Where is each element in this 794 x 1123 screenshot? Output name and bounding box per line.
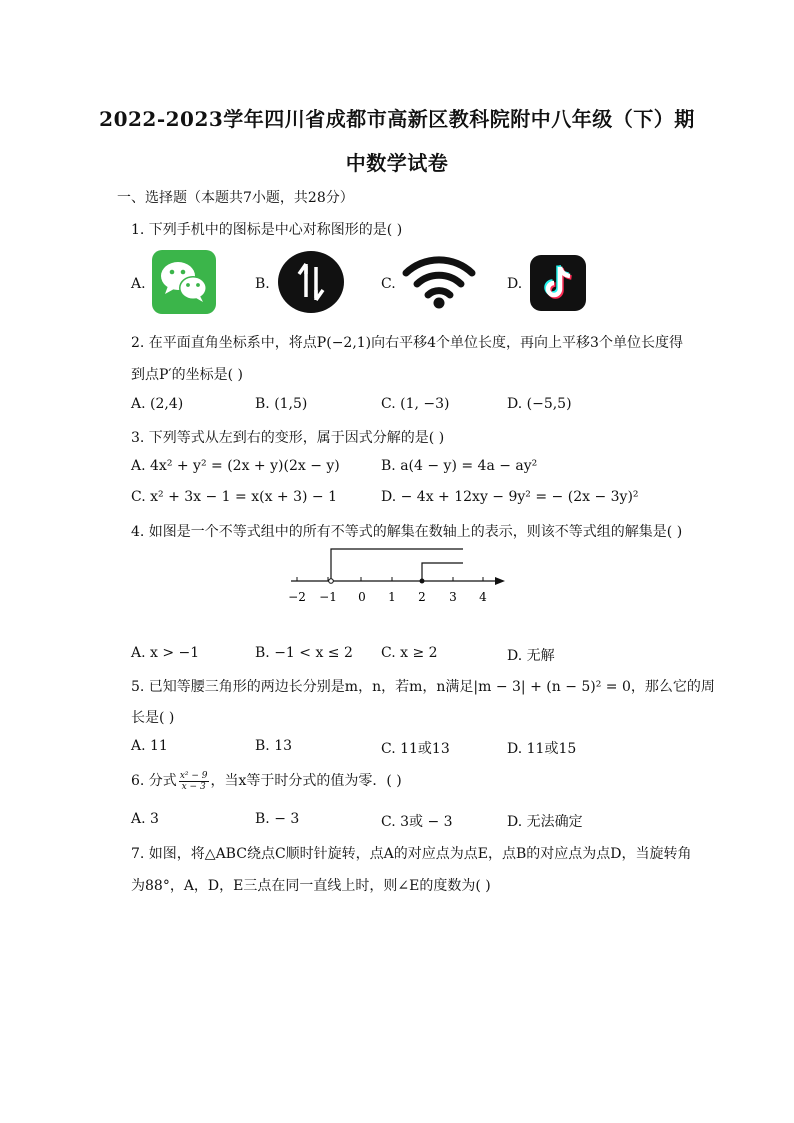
question-2-stem-a: 2. 在平面直角坐标系中，将点P(−2,1)向右平移4个单位长度，再向上平移3个单位长度得 bbox=[131, 335, 683, 351]
tick-label: −2 bbox=[288, 590, 306, 604]
question-5-stem-a: 5. 已知等腰三角形的两边长分别是m，n，若m，n满足|m − 3| + (n − 5)² = 0，那么它的周 bbox=[131, 679, 715, 695]
q4-option-d: D. 无解 bbox=[507, 648, 555, 664]
q5-option-b: B. 13 bbox=[255, 738, 293, 754]
q3-option-c: C. x² + 3x − 1 = x(x + 3) − 1 bbox=[131, 489, 338, 505]
question-3-stem: 3. 下列等式从左到右的变形，属于因式分解的是( ) bbox=[131, 430, 445, 446]
closed-point bbox=[420, 579, 425, 584]
q6-fraction-denominator: x − 3 bbox=[181, 781, 206, 792]
number-line-figure bbox=[285, 543, 515, 609]
tiktok-icon bbox=[530, 255, 586, 315]
q6-fraction-numerator: x² − 9 bbox=[179, 770, 208, 781]
q2-option-b: B. (1,5) bbox=[255, 396, 308, 412]
tick-label: 0 bbox=[358, 590, 366, 604]
q3-option-d: D. − 4x + 12xy − 9y² = − (2x − 3y)² bbox=[381, 489, 639, 505]
tick-label: 4 bbox=[479, 590, 487, 604]
title-line-1: 2022-2023学年四川省成都市高新区教科院附中八年级（下）期 bbox=[99, 107, 695, 131]
title-line-2: 中数学试卷 bbox=[345, 151, 449, 175]
tick-label: −1 bbox=[319, 590, 337, 604]
q4-option-c: C. x ≥ 2 bbox=[381, 645, 438, 661]
q5-option-a: A. 11 bbox=[131, 738, 168, 754]
axis-arrow bbox=[495, 577, 505, 585]
q1-option-a: A. bbox=[131, 276, 146, 292]
q5-option-d: D. 11或15 bbox=[507, 741, 577, 757]
q6-fraction bbox=[179, 771, 209, 792]
question-4-stem: 4. 如图是一个不等式组中的所有不等式的解集在数轴上的表示，则该不等式组的解集是( ) bbox=[131, 524, 683, 540]
q5-option-c: C. 11或13 bbox=[381, 741, 450, 757]
question-6-stem bbox=[131, 770, 402, 792]
section-heading: 一、选择题（本题共7小题，共28分） bbox=[117, 190, 354, 206]
q6-stem-post: ，当x等于时分式的值为零．( ) bbox=[210, 773, 402, 789]
transfer-arrows-icon bbox=[277, 250, 345, 318]
question-5-stem-b: 长是( ) bbox=[131, 710, 175, 726]
wifi-icon bbox=[402, 253, 476, 315]
q1-option-b: B. bbox=[255, 276, 270, 292]
q3-option-a: A. 4x² + y² = (2x + y)(2x − y) bbox=[131, 458, 340, 474]
q2-option-a: A. (2,4) bbox=[131, 396, 184, 412]
question-7-stem-b: 为88°，A，D，E三点在同一直线上时，则∠E的度数为( ) bbox=[131, 878, 491, 894]
ray-greater-equal-two bbox=[422, 563, 463, 581]
q6-option-c: C. 3或 − 3 bbox=[381, 814, 453, 830]
q1-option-c: C. bbox=[381, 276, 396, 292]
wechat-icon bbox=[152, 250, 216, 318]
ray-greater-than-minus-one bbox=[331, 549, 463, 581]
q4-option-a: A. x > −1 bbox=[131, 645, 200, 661]
tick-label: 2 bbox=[418, 590, 426, 604]
q6-stem-pre: 6. 分式 bbox=[131, 773, 177, 789]
tick-label: 1 bbox=[388, 590, 396, 604]
question-1-stem: 1. 下列手机中的图标是中心对称图形的是( ) bbox=[131, 222, 403, 238]
open-point bbox=[329, 579, 334, 584]
q2-option-d: D. (−5,5) bbox=[507, 396, 572, 412]
q4-option-b: B. −1 < x ≤ 2 bbox=[255, 645, 353, 661]
question-2-stem-b: 到点P′的坐标是( ) bbox=[131, 367, 243, 383]
q6-option-a: A. 3 bbox=[131, 811, 159, 827]
q1-option-d: D. bbox=[507, 276, 523, 292]
tick-label: 3 bbox=[449, 590, 457, 604]
question-7-stem-a: 7. 如图，将△ABC绕点C顺时针旋转，点A的对应点为点E，点B的对应点为点D，当旋转角 bbox=[131, 846, 692, 862]
q6-option-d: D. 无法确定 bbox=[507, 814, 583, 830]
q2-option-c: C. (1, −3) bbox=[381, 396, 450, 412]
q3-option-b: B. a(4 − y) = 4a − ay² bbox=[381, 458, 538, 474]
q6-option-b: B. − 3 bbox=[255, 811, 300, 827]
